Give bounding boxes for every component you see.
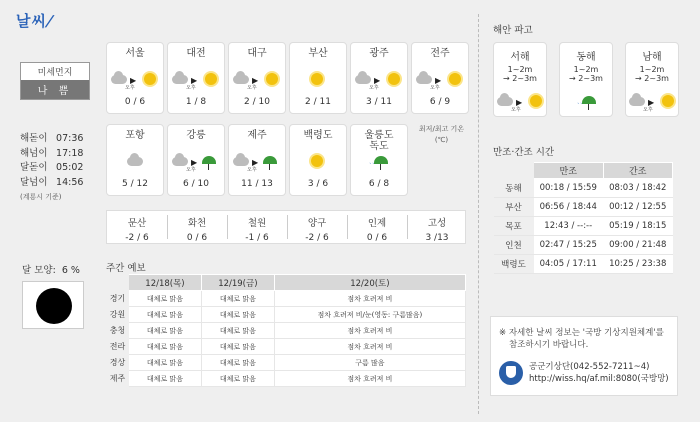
tide-row [494,236,673,255]
city-temp: 6 / 10 [183,179,209,189]
weather-icon [355,151,403,171]
weekly-region: 경기 [107,291,129,307]
city-card [289,124,347,196]
city-temp: 6 / 9 [429,97,451,107]
city-card [167,42,225,114]
weather-icon [233,151,281,171]
coastal-wave-card [559,42,613,117]
frontline-separator [287,215,288,239]
cloud-icon [497,97,513,106]
weather-icon [172,69,220,89]
city-name: 부산 [308,48,328,59]
city-card [228,42,286,114]
umbrella-icon [582,96,596,104]
weekly-cell: 대체로 맑음 [201,291,274,307]
weather-icon [355,69,403,89]
tide-row [494,217,673,236]
moon-phase-panel [22,281,84,329]
city-card [350,124,408,196]
weekly-cell: 대체로 맑음 [129,355,202,371]
city-temp: 5 / 12 [122,179,148,189]
city-card [167,124,225,196]
raindrop-icon: ˋˋ [369,163,375,170]
frontline-temps [106,210,466,244]
tide-header-blank [494,163,534,179]
frontline-separator [407,215,408,239]
frontline-separator [347,215,348,239]
tide-table [493,162,673,274]
info-text [499,327,671,351]
cloud-icon [233,157,249,166]
arrow-right-icon: ▶ [648,98,655,107]
umbrella-icon [263,156,277,164]
info-panel [490,316,678,396]
city-name: 포항 [125,130,145,141]
arrow-right-icon: ▶ [374,76,381,85]
frontline-name: 인제 [367,218,387,229]
sunrise-row: 해돋이 07:36 [20,133,84,144]
arrow-right-icon: ▶ [191,158,198,167]
sun-icon [144,73,156,85]
city-temp: 2 / 11 [305,97,331,107]
moon-phase-label: 달 모양: 6 % [22,265,80,276]
arrow-right-icon: ▶ [191,76,198,85]
weekly-cell: 대체로 맑음 [201,355,274,371]
sunset-row: 해넘이 17:18 [20,147,84,159]
wave-height: 1~2m → 2~3m [569,65,603,83]
sea-name: 서해 [510,52,530,63]
weekly-region: 전라 [107,339,129,355]
tide-port: 백령도 [494,255,534,274]
city-temp: 3 / 11 [366,97,392,107]
min-max-note-line: 최저/최고 기온 [418,125,465,133]
frontline-name: 양구 [307,218,327,229]
cloud-icon [172,157,188,166]
contact-info [529,361,669,385]
city-name: 전주 [430,48,450,59]
weekly-region: 제주 [107,371,129,387]
afternoon-label: 오후 [369,85,379,91]
city-card [350,42,408,114]
weekly-cell: 점차 흐려져 비 [274,291,465,307]
frontline-temp: 0 / 6 [186,233,208,243]
frontline-temp: -2 / 6 [305,233,329,243]
column-divider [478,14,479,414]
weather-icon [111,69,159,89]
weather-icon [497,91,543,111]
weekly-header-row [107,275,466,291]
afternoon-label: 오후 [511,107,521,113]
tide-row [494,179,673,198]
weekly-forecast-table [106,274,466,387]
tide-row [494,255,673,274]
city-temp: 2 / 10 [244,97,270,107]
frontline-name: 화천 [187,218,207,229]
weekly-row [107,339,466,355]
fine-dust-panel [20,62,90,100]
weather-icon [294,69,342,89]
coastal-wave-card [625,42,679,117]
coastal-wave-title: 해안 파고 [493,25,533,36]
city-name: 광주 [369,48,389,59]
tide-header-low: 간조 [603,163,673,179]
info-line-1: ※ 자세한 날씨 정보는 '국방 기상지원체계'를 [499,328,664,338]
sun-icon [205,73,217,85]
city-temp: 0 / 6 [124,97,146,107]
weekly-header-day: 12/18(목) [129,275,202,291]
city-temp: 3 / 6 [307,179,329,189]
weekly-cell: 점차 흐려져 비/눈(영동: 구름많음) [274,307,465,323]
raindrop-icon: ˋˋ [577,103,583,110]
weekly-cell: 점차 흐려져 비 [274,323,465,339]
frontline-name: 문산 [127,218,147,229]
frontline-cell [107,211,167,243]
weekly-cell: 대체로 맑음 [129,339,202,355]
frontline-temp: -1 / 6 [245,233,269,243]
tide-high: 06:56 / 18:44 [534,198,604,217]
tide-header-high: 만조 [534,163,604,179]
sun-icon [662,95,674,107]
afternoon-label: 오후 [247,167,257,173]
weekly-header-day: 12/20(토) [274,275,465,291]
frontline-cell [227,211,287,243]
afternoon-label: 오후 [643,107,653,113]
cloud-icon [172,75,188,84]
cloud-icon [233,75,249,84]
city-temp: 1 / 8 [185,97,207,107]
sun-icon [266,73,278,85]
frontline-cell [347,211,407,243]
page-title: 날씨/ [16,12,57,30]
weekly-row [107,291,466,307]
tide-port: 동해 [494,179,534,198]
weekly-cell: 점차 흐려져 비 [274,339,465,355]
weekly-row [107,323,466,339]
weather-icon [172,151,220,171]
weather-icon [294,151,342,171]
weather-icon [629,91,675,111]
wave-height: 1~2m → 2~3m [635,65,669,83]
frontline-temp: 0 / 6 [366,233,388,243]
city-card [411,42,469,114]
weekly-region: 강원 [107,307,129,323]
sun-icon [530,95,542,107]
coastal-wave-card [493,42,547,117]
city-temp: 11 / 13 [241,179,273,189]
weekly-cell: 대체로 맑음 [129,291,202,307]
weather-icon [111,151,159,171]
city-temp: 6 / 8 [368,179,390,189]
afternoon-label: 오후 [186,85,196,91]
min-max-unit: (℃) [434,136,449,144]
afternoon-label: 오후 [247,85,257,91]
frontline-separator [167,215,168,239]
weekly-cell: 점차 흐려져 비 [274,371,465,387]
weekly-cell: 대체로 맑음 [129,323,202,339]
fine-dust-value: 나 쁨 [21,80,89,99]
sun-icon [388,73,400,85]
weekly-row [107,371,466,387]
weekly-forecast-title: 주간 예보 [106,263,146,274]
city-card [106,124,164,196]
weather-icon [416,69,464,89]
frontline-cell [167,211,227,243]
tide-port: 목포 [494,217,534,236]
tide-header-row [494,163,673,179]
umbrella-icon [374,156,388,164]
arrow-right-icon: ▶ [252,76,259,85]
arrow-right-icon: ▶ [516,98,523,107]
city-card [228,124,286,196]
city-name: 서울 [125,48,145,59]
city-name: 백령도 [303,130,333,141]
city-card [106,42,164,114]
arrow-right-icon: ▶ [435,76,442,85]
weekly-cell: 구름 많음 [274,355,465,371]
tide-low: 00:12 / 12:55 [603,198,673,217]
arrow-right-icon: ▶ [252,158,259,167]
frontline-temp: -2 / 6 [125,233,149,243]
tide-low: 09:00 / 21:48 [603,236,673,255]
weekly-cell: 대체로 맑음 [201,307,274,323]
tide-high: 02:47 / 15:25 [534,236,604,255]
frontline-name: 철원 [247,218,267,229]
sun-icon [449,73,461,85]
fine-dust-label: 미세먼지 [37,68,73,78]
afternoon-label: 오후 [186,167,196,173]
umbrella-icon [202,156,216,164]
city-card [289,42,347,114]
sea-name: 동해 [576,52,596,63]
moonset-row: 달넘이 14:56 [20,176,84,188]
tide-low: 10:25 / 23:38 [603,255,673,274]
tide-low: 05:19 / 18:15 [603,217,673,236]
air-force-logo-icon [499,361,523,385]
weather-icon [233,69,281,89]
weekly-cell: 대체로 맑음 [201,323,274,339]
location-note: (계룡시 기준) [20,193,62,201]
weekly-cell: 대체로 맑음 [201,339,274,355]
sea-name: 남해 [642,52,662,63]
weekly-cell: 대체로 맑음 [201,371,274,387]
city-name: 대전 [186,48,206,59]
tide-high: 00:18 / 15:59 [534,179,604,198]
frontline-cell [407,211,467,243]
sun-icon [311,73,323,85]
city-name: 제주 [247,130,267,141]
tide-row [494,198,673,217]
cloud-icon [416,75,432,84]
frontline-temp: 3 /13 [425,233,449,243]
tide-port: 부산 [494,198,534,217]
frontline-separator [227,215,228,239]
cloud-icon [127,157,143,166]
weekly-region: 경상 [107,355,129,371]
contact-phone: 공군기상단(042-552-7211~4) [529,362,650,372]
weekly-row [107,355,466,371]
city-name: 대구 [247,48,267,59]
weekly-cell: 대체로 맑음 [129,371,202,387]
cloud-icon [355,75,371,84]
tide-high: 04:05 / 17:11 [534,255,604,274]
moon-icon [36,288,72,324]
weather-icon [563,91,609,111]
frontline-cell [287,211,347,243]
tide-port: 인천 [494,236,534,255]
sun-moon-times [20,132,83,205]
weekly-row [107,307,466,323]
contact-url[interactable]: http://wiss.hq/af.mil:8080(국방망) [529,374,669,384]
weekly-header-day: 12/19(금) [201,275,274,291]
weekly-cell: 대체로 맑음 [129,307,202,323]
wave-height: 1~2m → 2~3m [503,65,537,83]
arrow-right-icon: ▶ [130,76,137,85]
tide-title: 만조·간조 시간 [493,147,555,158]
afternoon-label: 오후 [125,85,135,91]
tide-high: 12:43 / --:-- [534,217,604,236]
cloud-icon [629,97,645,106]
sun-icon [311,155,323,167]
weekly-header-blank [107,275,129,291]
city-name: 강릉 [186,130,206,141]
city-name: 울릉도 독도 [364,130,394,152]
moonrise-row: 달돋이 05:02 [20,162,84,173]
weekly-region: 충청 [107,323,129,339]
cloud-icon [111,75,127,84]
tide-low: 08:03 / 18:42 [603,179,673,198]
afternoon-label: 오후 [430,85,440,91]
frontline-name: 고성 [427,218,447,229]
info-line-2: 참조하시기 바랍니다. [509,340,589,350]
min-max-note [414,124,469,146]
